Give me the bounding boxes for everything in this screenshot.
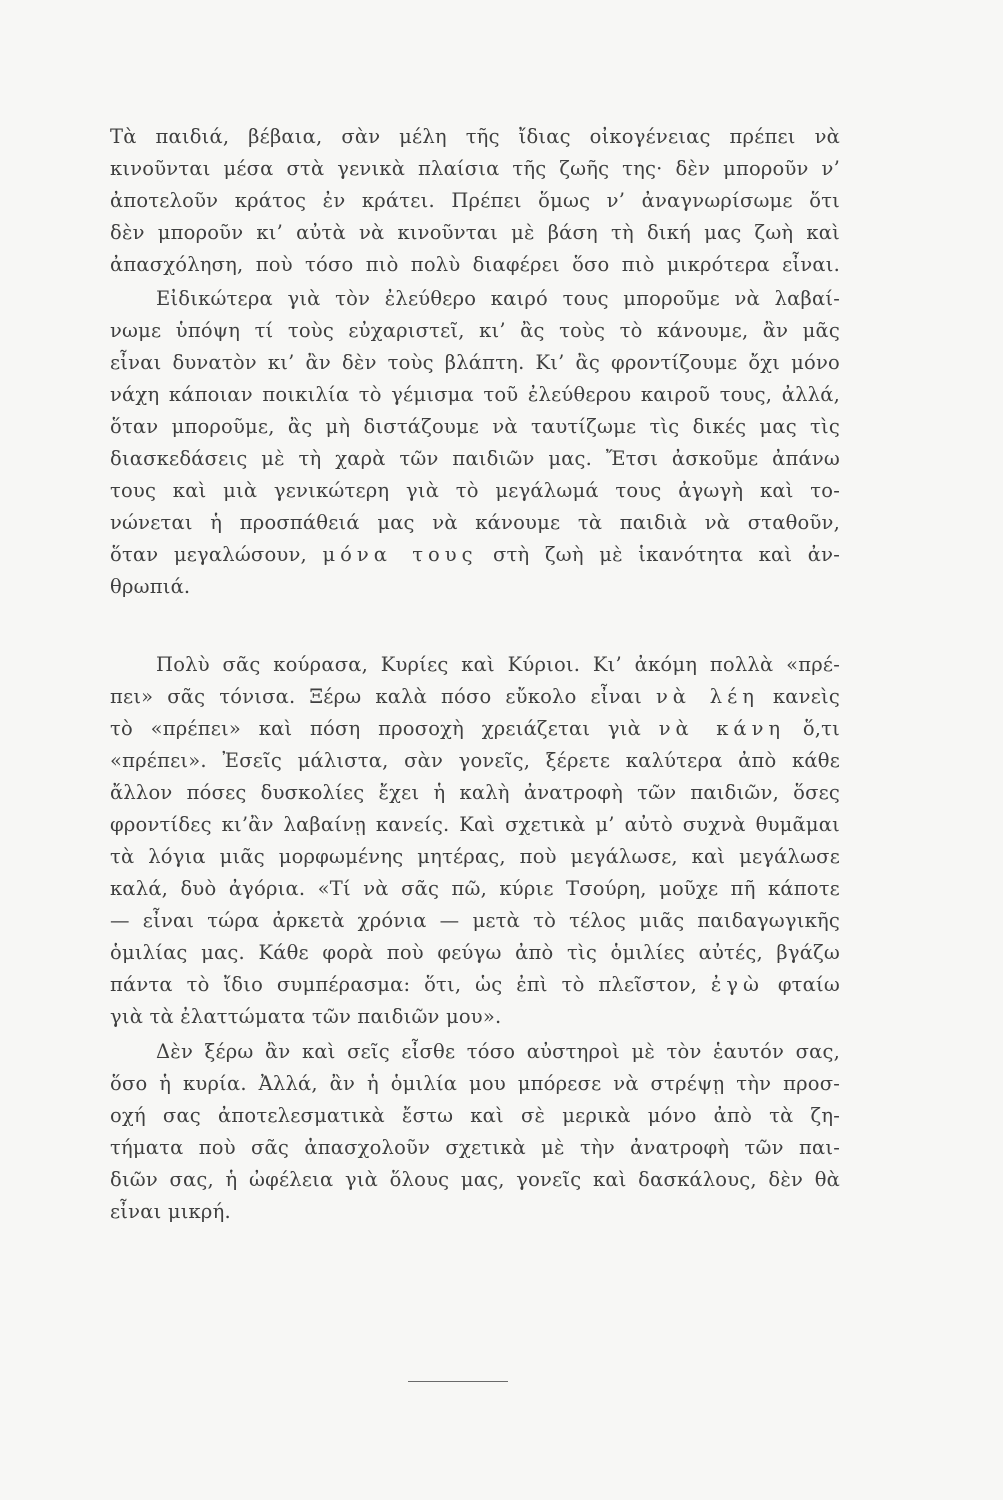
text-line: ἀποτελοῦν κράτος ἐν κράτει. Πρέπει ὅμως ν’ ἀναγνωρίσωμε ὅτι — [110, 189, 840, 212]
section-divider — [408, 1381, 508, 1382]
text-line: εἶναι μικρή. — [110, 1200, 231, 1223]
text-segment: κανεὶς — [772, 685, 840, 708]
text-segment: τὸ «πρέπει» καὶ πόση προσοχὴ χρειάζεται γιὰ — [110, 717, 641, 740]
text-segment: ὅ,τι — [802, 717, 840, 740]
text-line — [110, 539, 840, 571]
text-line: τὰ λόγια μιᾶς μορφωμένης μητέρας, ποὺ μεγάλωσε, καὶ μεγάλωσε — [110, 845, 840, 868]
text-line — [110, 969, 840, 1001]
emphasized-text: μόνα τους — [322, 543, 478, 566]
text-segment: στὴ ζωὴ μὲ ἱκανότητα καὶ ἀν- — [493, 543, 840, 566]
text-line: οχή σας ἀποτελεσματικὰ ἔστω καὶ σὲ μερικὰ μόνο ἀπὸ τὰ ζη- — [110, 1104, 840, 1127]
emphasized-text: νὰ κάνη — [658, 717, 786, 740]
text-line: τους καὶ μιὰ γενικώτερη γιὰ τὸ μεγάλωμά τους ἀγωγὴ καὶ το- — [110, 479, 840, 502]
text-line: ἄλλον πόσες δυσκολίες ἔχει ἡ καλὴ ἀνατροφὴ τῶν παιδιῶν, ὅσες — [110, 781, 840, 804]
text-line: δὲν μποροῦν κι’ αὐτὰ νὰ κινοῦνται μὲ βάση τὴ δική μας ζωὴ καὶ — [110, 221, 840, 244]
text-line — [110, 681, 840, 713]
text-line: διῶν σας, ἡ ὠφέλεια γιὰ ὅλους μας, γονεῖς καὶ δασκάλους, δὲν θὰ — [110, 1168, 840, 1191]
text-line: νάχη κάποιαν ποικιλία τὸ γέμισμα τοῦ ἐλεύθερου καιροῦ τους, ἀλλά, — [110, 383, 840, 406]
text-line: Τὰ παιδιά, βέβαια, σὰν μέλη τῆς ἴδιας οἰκογένειας πρέπει νὰ — [110, 125, 840, 148]
text-line: νωμε ὑπόψη τί τοὺς εὐχαριστεῖ, κι’ ἂς τοὺς τὸ κάνουμε, ἂν μᾶς — [110, 319, 840, 342]
text-line: τήματα ποὺ σᾶς ἀπασχολοῦν σχετικὰ μὲ τὴν ἀνατροφὴ τῶν παι- — [110, 1136, 840, 1159]
text-segment: φταίω — [777, 973, 840, 996]
text-line: ἀπασχόληση, ποὺ τόσο πιὸ πολὺ διαφέρει ὅσο πιὸ μικρότερα εἶναι. — [110, 253, 840, 276]
text-line: Δὲν ξέρω ἂν καὶ σεῖς εἶσθε τόσο αὐστηροὶ μὲ τὸν ἑαυτόν σας, — [156, 1040, 840, 1063]
text-line: — εἶναι τώρα ἀρκετὰ χρόνια — μετὰ τὸ τέλος μιᾶς παιδαγωγικῆς — [110, 909, 840, 932]
text-line: ὁμιλίας μας. Κάθε φορὰ ποὺ φεύγω ἀπὸ τὶς ὁμιλίες αὐτές, βγάζω — [110, 941, 840, 964]
emphasized-text: νὰ λέη — [655, 685, 759, 708]
text-line: κινοῦνται μέσα στὰ γενικὰ πλαίσια τῆς ζωῆς της· δὲν μποροῦν ν’ — [110, 157, 840, 180]
text-line — [110, 713, 840, 745]
text-line: Πολὺ σᾶς κούρασα, Κυρίες καὶ Κύριοι. Κι’ ἀκόμη πολλὰ «πρέ- — [156, 653, 840, 676]
text-line: διασκεδάσεις μὲ τὴ χαρὰ τῶν παιδιῶν μας. Ἔτσι ἀσκοῦμε ἀπάνω — [110, 447, 840, 470]
text-line: ὅσο ἡ κυρία. Ἀλλά, ἂν ἡ ὁμιλία μου μπόρεσε νὰ στρέψῃ τὴν προσ- — [110, 1072, 840, 1095]
text-line: φροντίδες κι’ἂν λαβαίνῃ κανείς. Καὶ σχετικὰ μ’ αὐτὸ συχνὰ θυμᾶμαι — [110, 813, 840, 836]
text-line: νώνεται ἡ προσπάθειά μας νὰ κάνουμε τὰ παιδιὰ νὰ σταθοῦν, — [110, 511, 840, 534]
text-segment: ὅταν μεγαλώσουν, — [110, 543, 307, 566]
text-line: εἶναι δυνατὸν κι’ ἂν δὲν τοὺς βλάπτη. Κι’ ἂς φροντίζουμε ὄχι μόνο — [110, 351, 840, 374]
text-line: γιὰ τὰ ἐλαττώματα τῶν παιδιῶν μου». — [110, 1005, 502, 1028]
text-line: «πρέπει». Ἐσεῖς μάλιστα, σὰν γονεῖς, ξέρετε καλύτερα ἀπὸ κάθε — [110, 749, 840, 772]
text-line: ὅταν μποροῦμε, ἂς μὴ διστάζουμε νὰ ταυτίζωμε τὶς δικές μας τὶς — [110, 415, 840, 438]
text-segment: πει» σᾶς τόνισα. Ξέρω καλὰ πόσο εὔκολο εἶναι — [110, 685, 642, 708]
text-line: θρωπιά. — [110, 575, 191, 598]
emphasized-text: ἐγὼ — [710, 973, 764, 996]
text-line: Εἰδικώτερα γιὰ τὸν ἐλεύθερο καιρό τους μποροῦμε νὰ λαβαί- — [156, 287, 840, 310]
text-line: καλά, δυὸ ἀγόρια. «Τί νὰ σᾶς πῶ, κύριε Τσούρη, μοῦχε πῆ κάποτε — [110, 877, 840, 900]
text-segment: πάντα τὸ ἴδιο συμπέρασμα: ὅτι, ὡς ἐπὶ τὸ πλεῖστον, — [110, 973, 698, 996]
